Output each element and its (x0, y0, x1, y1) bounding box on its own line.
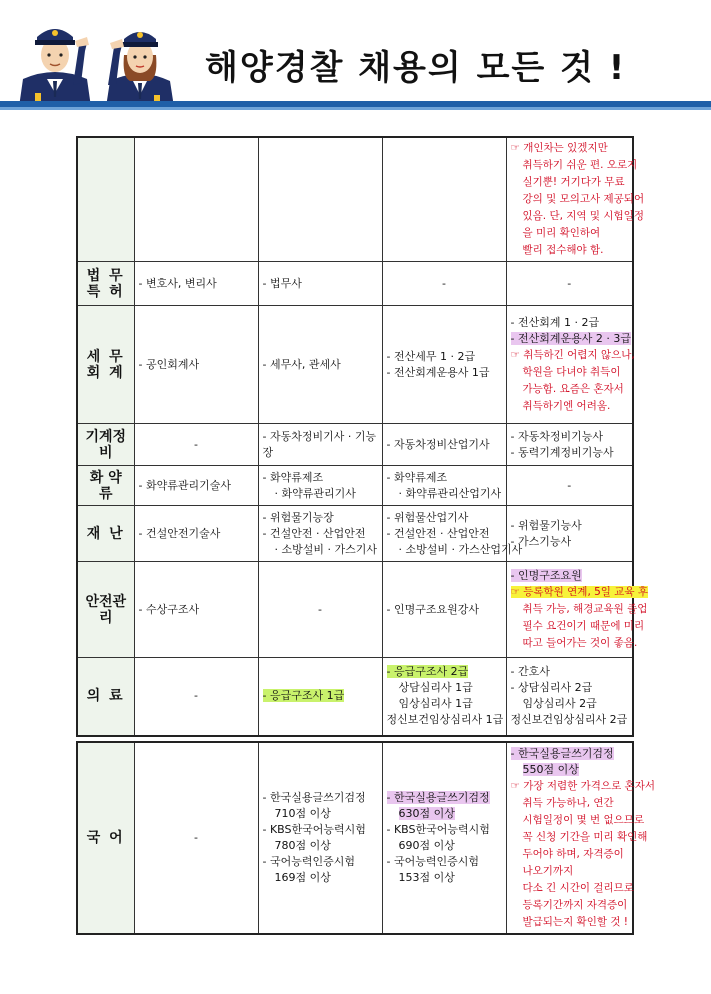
table-cell (382, 742, 506, 934)
table-cell: - 수상구조사 (134, 562, 258, 658)
cell-line: 상담심리사 1급 (398, 681, 473, 695)
cell-line: 정신보건임상심리사 2급 (510, 713, 628, 727)
note-line: 강의 및 모의고사 제공되어 (522, 193, 645, 205)
category-cell (77, 262, 134, 306)
table-cell: - (382, 262, 506, 306)
cell-line: - 국어능력인증시험 (262, 855, 355, 868)
table-cell: - 세무사, 관세사 (258, 306, 382, 424)
table-cell (506, 562, 649, 658)
note-line: 을 미리 확인하여 (522, 227, 601, 239)
cell-line: - 자동차정비기능사 (510, 429, 603, 443)
page-header (0, 0, 711, 110)
highlighted-text: - 전산회계운용사 2 · 3급 (510, 331, 631, 345)
note (510, 347, 635, 415)
cell-line: · 소방설비 · 가스산업기사 (398, 542, 523, 556)
table-cell: - 인명구조요원강사 (382, 562, 506, 658)
category-label: 세 무 (86, 348, 125, 365)
category-cell: 국 어 (77, 742, 134, 934)
table-row (77, 562, 633, 658)
category-cell: 재 난 (77, 506, 134, 562)
table-cell (382, 137, 506, 262)
note-line: 두어야 하며, 자격증이 (522, 847, 624, 860)
table-cell: - 화약류관리기술사 (134, 466, 258, 506)
note-line: 취득 가능하나, 연간 (522, 796, 614, 809)
cell-line: - 위험물기능사 (510, 518, 582, 532)
table-cell (382, 658, 506, 736)
cell-line: - 국어능력인증시험 (386, 855, 479, 868)
note-line: 꼭 신청 기간을 미리 확인해 (522, 830, 648, 843)
note-cell (506, 137, 645, 262)
cell-line: - 전산회계운용사 1급 (386, 365, 490, 379)
note-line: ☞ 가장 저렴한 가격으로 혼자서 (510, 779, 655, 792)
page-title: 해양경찰 채용의 모든 것 ! (205, 48, 627, 88)
cell-line: 임상심리사 2급 (522, 697, 597, 711)
note-line: 다소 긴 시간이 걸리므로 (522, 881, 634, 894)
note-line: ☞ 등록학원 연계, 5일 교육 후 (510, 585, 649, 598)
table-cell (134, 137, 258, 262)
certificate-table-1 (76, 136, 649, 737)
cell-line: - KBS한국어능력시험 (386, 823, 490, 836)
note-line: 필수 요건이기 때문에 미리 (522, 619, 645, 632)
highlighted-text: - 인명구조요원 (510, 568, 582, 582)
note-line: ☞ 개인차는 있겠지만 (510, 142, 608, 154)
table-cell (506, 742, 655, 934)
table-cell (506, 506, 633, 562)
cell-line: - 간호사 (510, 665, 550, 679)
table-cell: - 자동차정비산업기사 (382, 424, 506, 466)
cell-line: - 화약류제조 (262, 470, 324, 484)
table-cell (506, 306, 633, 424)
note-line: 있음. 단, 지역 및 시험일정 (522, 210, 644, 222)
note (510, 584, 649, 652)
cell-line: 169점 이상 (274, 871, 331, 884)
category-label: 법 무 (86, 267, 125, 284)
police-officer-male-icon (15, 15, 95, 107)
cell-line: - 전산회계 1 · 2급 (510, 315, 600, 329)
certificate-table-2 (76, 741, 655, 935)
category-cell: 안전관리 (77, 562, 134, 658)
table-cell (258, 506, 382, 562)
table-cell: - (506, 466, 633, 506)
highlighted-text: - 응급구조사 1급 (262, 689, 345, 703)
table-cell (258, 137, 382, 262)
category-cell: 기계정비 (77, 424, 134, 466)
cell-line: 153점 이상 (398, 871, 455, 884)
highlighted-text: - 응급구조사 2급 (386, 665, 469, 679)
table-cell: - (258, 562, 382, 658)
highlighted-text: - 한국실용글쓰기검정 (510, 746, 614, 760)
note-line: 취득 가능, 해경교육원 졸업 (522, 602, 648, 615)
table-row (77, 466, 633, 506)
highlighted-text: - 한국실용글쓰기검정 (386, 791, 490, 804)
cell-line: · 화약류관리기사 (274, 486, 356, 500)
highlighted-text: 550점 이상 (522, 762, 579, 776)
cell-line: - 위험물기능장 (262, 510, 334, 524)
table-cell: - (134, 424, 258, 466)
table-cell: - 건설안전기술사 (134, 506, 258, 562)
table-cell: - 변호사, 변리사 (134, 262, 258, 306)
cell-line: 780점 이상 (274, 839, 331, 852)
cell-line: - 가스기능사 (510, 534, 572, 548)
cell-line: 정신보건임상심리사 1급 (386, 713, 504, 727)
category-cell (77, 306, 134, 424)
table-row (77, 306, 633, 424)
cell-line: 임상심리사 1급 (398, 697, 473, 711)
table-cell: - 법무사 (258, 262, 382, 306)
header-divider-light (0, 107, 711, 110)
table-cell: - 자동차정비기사 · 기능장 (258, 424, 382, 466)
cell-line: 690점 이상 (398, 839, 455, 852)
note-line: 취득하기엔 어려움. (522, 399, 611, 412)
note-line: 따고 들어가는 것이 좋음. (522, 636, 638, 649)
note-line: 실기뿐! 거기다가 무료 (522, 176, 625, 188)
table-row (77, 424, 633, 466)
table-row (77, 262, 633, 306)
table-cell: - 공인회계사 (134, 306, 258, 424)
cell-line: - 상담심리사 2급 (510, 681, 593, 695)
cell-line: · 화약류관리산업기사 (398, 486, 502, 500)
table-cell (258, 466, 382, 506)
cell-line: - 한국실용글쓰기검정 (262, 791, 366, 804)
table-cell (382, 306, 506, 424)
category-label: 특 허 (86, 283, 125, 300)
cell-line: - 건설안전 · 산업안전 (386, 526, 490, 540)
table-cell: - (506, 262, 633, 306)
note-line: 취득하기 쉬운 편. 오로지 (522, 159, 638, 171)
table-cell (506, 424, 633, 466)
table-cell (506, 658, 633, 736)
note-line: 빨리 접수해야 함. (522, 244, 604, 256)
note-line: 학원을 다녀야 취득이 (522, 365, 621, 378)
note-line: 등록기간까지 자격증이 (522, 898, 628, 911)
note-line: 시험일정이 몇 번 없으므로 (522, 813, 645, 826)
category-cell (77, 137, 134, 262)
cell-line: - 건설안전 · 산업안전 (262, 526, 366, 540)
category-label: 회 계 (86, 364, 125, 381)
note-line: 나오기까지 (522, 864, 574, 877)
table-cell (258, 658, 382, 736)
table-cell (258, 742, 382, 934)
cell-line: - 전산세무 1 · 2급 (386, 349, 476, 363)
table-cell: - (134, 742, 258, 934)
note (510, 778, 655, 931)
category-cell: 화 약 류 (77, 466, 134, 506)
cell-line: 710점 이상 (274, 807, 331, 820)
cell-line: - 위험물산업기사 (386, 510, 469, 524)
table-row (77, 658, 633, 736)
cell-line: - 동력기계정비기능사 (510, 445, 614, 459)
table-row (77, 742, 633, 934)
cell-line: - 화약류제조 (386, 470, 448, 484)
cell-line: · 소방설비 · 가스기사 (274, 542, 377, 556)
note-line: ☞ 취득하긴 어렵지 않으나, (510, 348, 635, 361)
police-officer-female-icon (100, 15, 180, 107)
table-cell: - (134, 658, 258, 736)
table-cell (382, 506, 523, 562)
note-line: 발급되는지 확인할 것 ! (522, 915, 629, 928)
note-line: 가능함. 요즘은 혼자서 (522, 382, 624, 395)
table-cell (382, 466, 506, 506)
cell-line: - KBS한국어능력시험 (262, 823, 366, 836)
highlighted-text: 630점 이상 (398, 807, 455, 820)
category-cell: 의 료 (77, 658, 134, 736)
table-row (77, 506, 633, 562)
table-row (77, 137, 633, 262)
